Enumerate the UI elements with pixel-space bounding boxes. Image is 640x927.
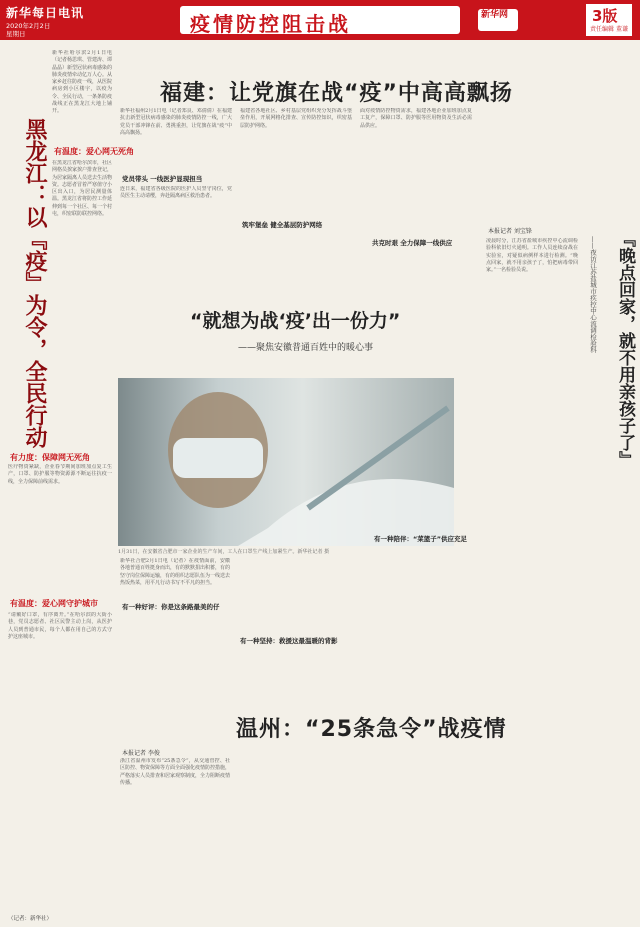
main-body-2: 福建省各地社区、乡村基层党组织充分发挥战斗堡垒作用，开展网格化排查、宣传防控知识，织密基层防护网络。 — [240, 108, 352, 129]
channel-banner-title: 疫情防控阻击战 — [190, 12, 351, 36]
second-story-deck: ——聚焦安徽普通百姓中的暖心事 — [238, 343, 374, 353]
left-sub-2: 有力度：保障网无死角 — [10, 453, 90, 462]
third-story-title: 温州：“25条急令”战疫情 — [236, 717, 507, 742]
main-sub-3: 共克时艰 全力保障一线供应 — [372, 239, 453, 247]
page-number: 3版 — [592, 7, 618, 25]
page-editor: 责任编辑 董谦 — [590, 26, 628, 33]
left-body-3: “请戴好口罩，有序离开。”在哈尔滨的大街小巷，党员志愿者、社区民警主动上岗，从医护人员到普通市民，每个人都在用自己的方式守护这座城市。 — [8, 612, 112, 640]
logo-text: 新华网 — [481, 10, 509, 20]
third-body-col1: 浙江省温州市发布“25条急令”，从交通管控、社区防控、物资保障等方面全面强化疫情防控措施，严格落实人员排查和居家观察制度，全力阻断疫情传播。 — [120, 758, 230, 786]
issue-date — [6, 22, 50, 38]
main-story-title: 福建：让党旗在战“疫”中高高飘扬 — [160, 81, 513, 106]
second-sub-3: 有一种陪伴：“菜篮子”供应充足 — [374, 535, 468, 543]
main-sub-1: 党员带头 一线医护显现担当 — [122, 175, 203, 183]
photo-illustration — [118, 378, 454, 546]
left-feature-byline: 新华社哈尔滨2月1日电（记者杨思琪、管建涛、谭晶晶）新型冠状病毒感染的肺炎疫情牵动亿万人心。从家乡赶往防疫一线，从医院病房到小区楼宇，以疫为令、全民行动，一条条防疫战线正在黑龙江大地上铺开。 — [52, 50, 112, 115]
main-story-lead: 新华社福州2月1日电（记者郑良、邓倩倩）在福建抗击新型冠状病毒感染的肺炎疫情防控一线，广大党员干部冲锋在前、勇挑重担，让党旗在战“疫”中高高飘扬。 — [120, 108, 232, 136]
footer-credit: （记者：新华社） — [8, 916, 53, 922]
newspaper-brand: 新华每日电讯 — [6, 6, 85, 20]
main-sub-2: 筑牢堡垒 健全基层防护网络 — [242, 221, 323, 229]
left-body-1: 在黑龙江省哈尔滨市，社区网格员挨家挨户排查登记，为居家隔离人员送去生活物资。志愿者冒着严寒值守小区出入口，为居民测量体温。黑龙江省将防控工作延伸到每一个社区、每一个村屯，织密联防联控网络。 — [52, 160, 112, 218]
left-body-2: 医疗物资紧缺，企业春节期间加班加点复工生产，口罩、防护服等物资源源不断运往抗疫一线，全力保障前线需求。 — [8, 464, 112, 485]
right-feature-title: 『晚点回家，就不用亲孩子了』 — [615, 230, 635, 468]
second-story-title: “就想为战‘疫’出一份力” — [190, 310, 401, 332]
news-photo — [118, 378, 454, 546]
right-feature-byline: 本报记者 刘宝锋 — [488, 228, 532, 235]
second-sub-1: 有一种好评：你是这条路最美的仔 — [122, 603, 220, 611]
left-sub-3: 有温度：爱心网守护城市 — [10, 599, 98, 608]
left-sub-1: 有温度：爱心网无死角 — [54, 147, 134, 156]
main-body-1: 连日来，福建省各级医院的医护人员坚守岗位，党员医生主动请缨，奔赴隔离病区救治患者。 — [120, 186, 232, 200]
second-body-col1: 新华社合肥2月1日电（记者）在疫情面前，安徽各地普通百姓挺身而出，有的默默捐出积蓄，有的坚守岗位保障运输，有的组织志愿队伍为一线送去热饭热菜，用平凡行动书写不平凡的担当。 — [120, 558, 230, 586]
left-feature-title: 黑龙江：以『疫』为令，全民行动 — [22, 118, 47, 448]
weekday-text: 星期日 — [6, 30, 26, 38]
main-body-3: 面对疫情防控物资需求，福建各地企业加班加点复工复产，保障口罩、防护服等医用物资及生活必需品供应。 — [360, 108, 472, 129]
right-feature-tag: ——夜访江苏盐城市疾控中心流调检验科 — [589, 236, 597, 353]
second-sub-2: 有一种坚持：救援这最温暖的背影 — [240, 637, 338, 645]
third-story-byline: 本报记者 李俊 — [122, 750, 160, 757]
date-text: 2020年2月2日 — [6, 22, 51, 30]
photo-caption: 1月31日，在安徽省合肥市一家企业的生产车间，工人在口罩生产线上加紧生产。新华社记者 摄 — [118, 549, 330, 555]
right-feature-body: 凌晨时分，江苏省盐城市疾控中心流调检验科依旧灯火通明。工作人员连续奋战在实验室，对疑似病例样本进行检测。“晚点回家，就不用亲孩子了，怕把病毒带回家。”一名检验员说。 — [486, 238, 578, 274]
